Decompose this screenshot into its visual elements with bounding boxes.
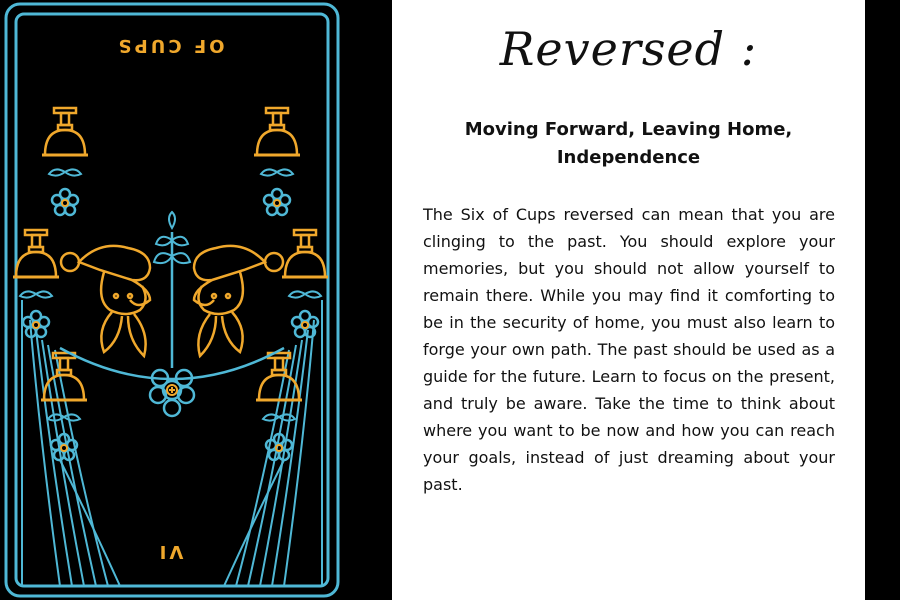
six-of-cups-reversed-illustration [0,0,392,600]
meaning-paragraph: The Six of Cups reversed can mean that you are clinging to the past. You should explore your memories, but you should not allow yourself to remain there. While you may find it comforting to be in the security of home, you must also learn to forge your own path. The past should be used as a guide for the future. Learn to focus on the present, and truly be aware. Take the time to think about where you want to be now and how you can reach your goals, instead of just dreaming about your past. [423,205,835,494]
center-flower-icon [150,370,194,416]
flower-icon [264,189,290,215]
card-numeral: VI [156,541,184,562]
left-streams [22,300,120,586]
leaf-icon [261,169,293,175]
card-title-label: OF CUPS [115,35,225,56]
cup-icon [282,230,328,277]
cup-icon [13,230,59,277]
right-border [865,0,900,600]
leaf-icon [49,169,81,175]
keywords-subtitle: Moving Forward, Leaving Home, Independence [464,119,793,168]
left-figure-icon [61,246,150,356]
section-heading: Reversed : [499,22,758,76]
description-panel [392,0,865,600]
flower-icon [52,189,78,215]
cup-icon [256,353,302,400]
flower-icon [23,311,49,337]
right-streams [224,300,322,586]
leaf-icon [48,414,80,420]
leaf-icon [20,291,52,297]
tarot-card [0,0,392,600]
right-figure-icon [194,246,283,356]
cup-icon [42,108,88,155]
leaf-icon [289,291,321,297]
cup-icon [254,108,300,155]
